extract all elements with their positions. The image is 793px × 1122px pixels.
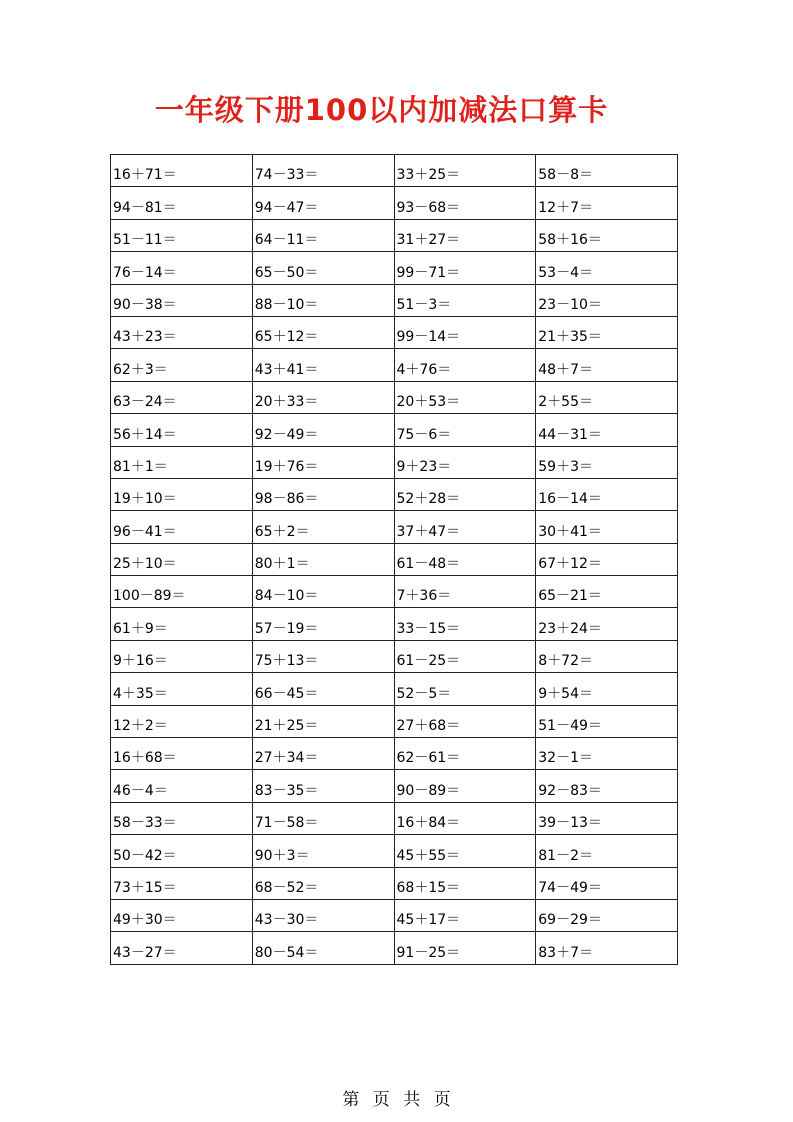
table-row: [111, 414, 678, 446]
problem-cell: 58－8＝: [536, 155, 678, 187]
problem-cell: 49＋30＝: [111, 899, 253, 931]
page-title: [0, 88, 793, 129]
problem-cell: 62＋3＝: [111, 349, 253, 381]
problem-cell: 37＋47＝: [394, 511, 536, 543]
table-row: [111, 705, 678, 737]
problem-cell: 90－89＝: [394, 770, 536, 802]
problem-cell: 94－47＝: [252, 187, 394, 219]
page-footer: [0, 1085, 793, 1110]
problem-cell: 88－10＝: [252, 284, 394, 316]
problem-cell: 64－11＝: [252, 219, 394, 251]
problem-cell: 80＋1＝: [252, 543, 394, 575]
problem-cell: 51－11＝: [111, 219, 253, 251]
problem-cell: 16＋68＝: [111, 738, 253, 770]
table-row: [111, 219, 678, 251]
problem-cell: 48＋7＝: [536, 349, 678, 381]
problem-cell: 63－24＝: [111, 381, 253, 413]
problem-cell: 84－10＝: [252, 576, 394, 608]
table-row: [111, 155, 678, 187]
problem-cell: 65－21＝: [536, 576, 678, 608]
problem-cell: 45＋55＝: [394, 835, 536, 867]
problem-cell: 83＋7＝: [536, 932, 678, 964]
problem-cell: 31＋27＝: [394, 219, 536, 251]
problem-cell: 8＋72＝: [536, 640, 678, 672]
problem-cell: 65－50＝: [252, 252, 394, 284]
table-row: [111, 770, 678, 802]
problem-cell: 2＋55＝: [536, 381, 678, 413]
problem-cell: 99－14＝: [394, 316, 536, 348]
problem-cell: 33＋25＝: [394, 155, 536, 187]
table-row: [111, 835, 678, 867]
problem-cell: 51－3＝: [394, 284, 536, 316]
table-row: [111, 640, 678, 672]
table-row: [111, 802, 678, 834]
problem-cell: 52－5＝: [394, 673, 536, 705]
problem-cell: 27＋34＝: [252, 738, 394, 770]
problem-cell: 83－35＝: [252, 770, 394, 802]
problem-cell: 99－71＝: [394, 252, 536, 284]
problem-cell: 20＋33＝: [252, 381, 394, 413]
table-row: [111, 543, 678, 575]
problem-cell: 16＋71＝: [111, 155, 253, 187]
problem-cell: 93－68＝: [394, 187, 536, 219]
problem-cell: 92－49＝: [252, 414, 394, 446]
problem-cell: 7＋36＝: [394, 576, 536, 608]
problem-cell: 45＋17＝: [394, 899, 536, 931]
problem-cell: 43－30＝: [252, 899, 394, 931]
problem-cell: 44－31＝: [536, 414, 678, 446]
problem-cell: 68－52＝: [252, 867, 394, 899]
problem-cell: 23－10＝: [536, 284, 678, 316]
problem-cell: 50－42＝: [111, 835, 253, 867]
footer-di: 第: [342, 1090, 360, 1110]
table-row: [111, 478, 678, 510]
problem-cell: 58－33＝: [111, 802, 253, 834]
problem-cell: 16＋84＝: [394, 802, 536, 834]
footer-gong: 共: [403, 1090, 421, 1110]
problem-cell: 98－86＝: [252, 478, 394, 510]
problem-cell: 96－41＝: [111, 511, 253, 543]
problem-cell: 27＋68＝: [394, 705, 536, 737]
problem-cell: 12＋7＝: [536, 187, 678, 219]
problem-cell: 16－14＝: [536, 478, 678, 510]
problem-cell: 61－48＝: [394, 543, 536, 575]
problem-cell: 62－61＝: [394, 738, 536, 770]
problem-cell: 32－1＝: [536, 738, 678, 770]
problem-cell: 100－89＝: [111, 576, 253, 608]
problem-cell: 73＋15＝: [111, 867, 253, 899]
problem-cell: 59＋3＝: [536, 446, 678, 478]
table-row: [111, 187, 678, 219]
problem-cell: 19＋10＝: [111, 478, 253, 510]
problem-cell: 9＋54＝: [536, 673, 678, 705]
problem-cell: 65＋12＝: [252, 316, 394, 348]
problem-cell: 75－6＝: [394, 414, 536, 446]
table-row: [111, 349, 678, 381]
problem-cell: 69－29＝: [536, 899, 678, 931]
problem-cell: 68＋15＝: [394, 867, 536, 899]
problem-cell: 81－2＝: [536, 835, 678, 867]
problem-cell: 74－33＝: [252, 155, 394, 187]
arithmetic-card-body: [111, 155, 678, 965]
problem-cell: 57－19＝: [252, 608, 394, 640]
problem-cell: 90＋3＝: [252, 835, 394, 867]
table-row: [111, 316, 678, 348]
problem-cell: 25＋10＝: [111, 543, 253, 575]
table-row: [111, 381, 678, 413]
footer-ye-1: 页: [372, 1090, 390, 1110]
problem-cell: 9＋23＝: [394, 446, 536, 478]
problem-cell: 75＋13＝: [252, 640, 394, 672]
problem-cell: 90－38＝: [111, 284, 253, 316]
problem-cell: 61＋9＝: [111, 608, 253, 640]
page-title-text: 一年级下册100以内加减法口算卡: [154, 93, 609, 127]
problem-cell: 21＋35＝: [536, 316, 678, 348]
problem-cell: 92－83＝: [536, 770, 678, 802]
problem-cell: 12＋2＝: [111, 705, 253, 737]
problem-cell: 81＋1＝: [111, 446, 253, 478]
problem-cell: 76－14＝: [111, 252, 253, 284]
table-row: [111, 252, 678, 284]
problem-cell: 56＋14＝: [111, 414, 253, 446]
problem-cell: 43＋23＝: [111, 316, 253, 348]
table-row: [111, 738, 678, 770]
table-row: [111, 284, 678, 316]
arithmetic-card-table: [110, 154, 678, 965]
problem-cell: 67＋12＝: [536, 543, 678, 575]
problem-cell: 23＋24＝: [536, 608, 678, 640]
problem-cell: 21＋25＝: [252, 705, 394, 737]
problem-cell: 66－45＝: [252, 673, 394, 705]
problem-cell: 91－25＝: [394, 932, 536, 964]
table-row: [111, 511, 678, 543]
problem-cell: 51－49＝: [536, 705, 678, 737]
problem-cell: 43－27＝: [111, 932, 253, 964]
problem-cell: 65＋2＝: [252, 511, 394, 543]
footer-ye-2: 页: [433, 1090, 451, 1110]
problem-cell: 20＋53＝: [394, 381, 536, 413]
problem-cell: 74－49＝: [536, 867, 678, 899]
problem-cell: 53－4＝: [536, 252, 678, 284]
problem-cell: 71－58＝: [252, 802, 394, 834]
problem-cell: 46－4＝: [111, 770, 253, 802]
table-row: [111, 899, 678, 931]
problem-cell: 9＋16＝: [111, 640, 253, 672]
table-row: [111, 446, 678, 478]
table-row: [111, 673, 678, 705]
problem-cell: 39－13＝: [536, 802, 678, 834]
problem-cell: 4＋76＝: [394, 349, 536, 381]
problem-cell: 94－81＝: [111, 187, 253, 219]
table-row: [111, 576, 678, 608]
problem-cell: 61－25＝: [394, 640, 536, 672]
table-row: [111, 932, 678, 964]
problem-cell: 80－54＝: [252, 932, 394, 964]
problem-cell: 30＋41＝: [536, 511, 678, 543]
table-row: [111, 867, 678, 899]
problem-cell: 4＋35＝: [111, 673, 253, 705]
table-row: [111, 608, 678, 640]
problem-cell: 19＋76＝: [252, 446, 394, 478]
problem-cell: 43＋41＝: [252, 349, 394, 381]
problem-cell: 58＋16＝: [536, 219, 678, 251]
problem-cell: 33－15＝: [394, 608, 536, 640]
problem-cell: 52＋28＝: [394, 478, 536, 510]
